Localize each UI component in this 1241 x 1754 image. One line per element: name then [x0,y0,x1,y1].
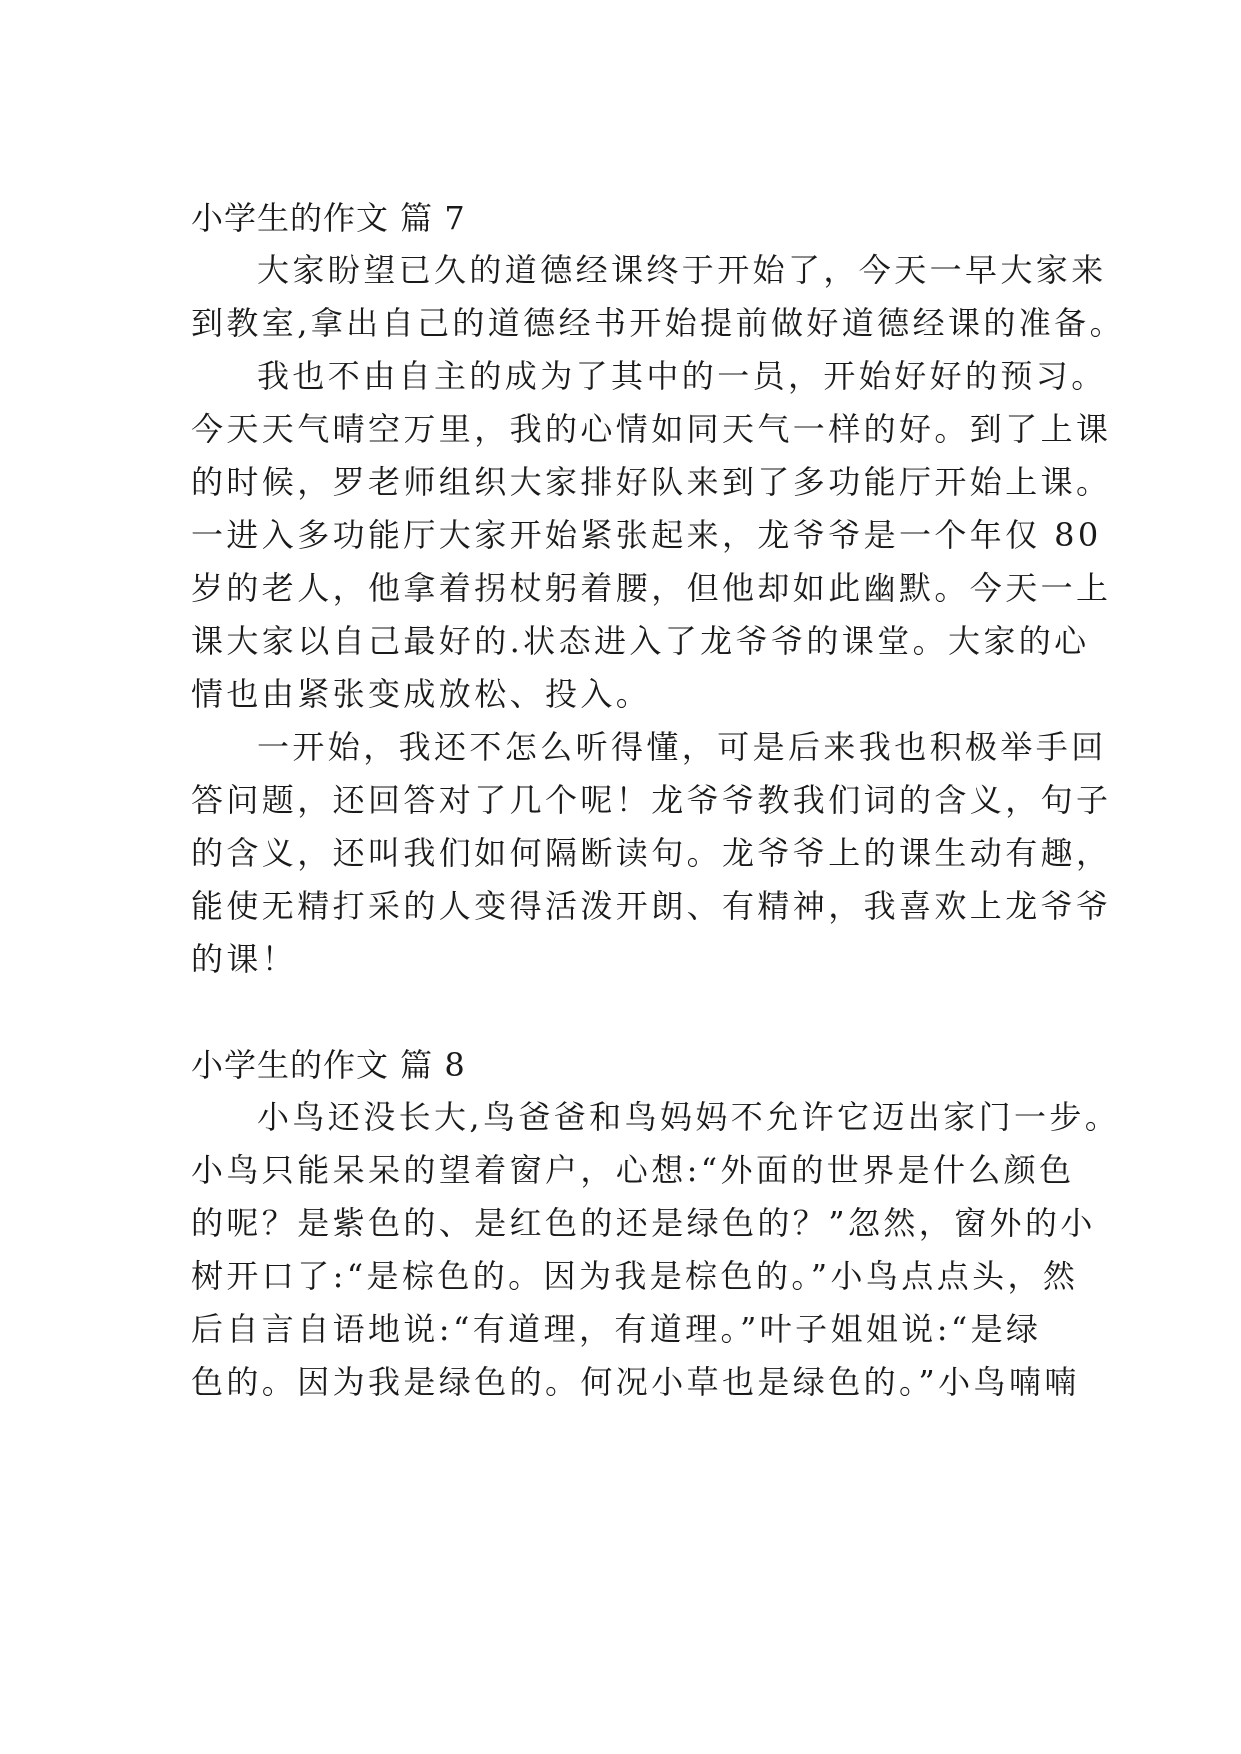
paragraph-line: 大家盼望已久的道德经课终于开始了，今天一早大家来 [257,251,1107,289]
paragraph-line: 的时候，罗老师组织大家排好队来到了多功能厅开始上课。 [191,463,1112,501]
section-8-heading: 小学生的作文 篇 8 [191,1046,466,1084]
section-7-heading: 小学生的作文 篇 7 [191,199,466,237]
paragraph-line: 情也由紧张变成放松、投入。 [191,675,652,713]
paragraph-line: 小鸟还没长大,鸟爸爸和鸟妈妈不允许它迈出家门一步。 [257,1098,1121,1136]
paragraph-line: 一开始，我还不怎么听得懂，可是后来我也积极举手回 [257,728,1107,766]
paragraph-line: 的课！ [191,940,298,978]
paragraph-line: 一进入多功能厅大家开始紧张起来，龙爷爷是一个年仅 80 [191,516,1102,554]
paragraph-line: 课大家以自己最好的.状态进入了龙爷爷的课堂。大家的心 [191,622,1090,660]
paragraph-line: 今天天气晴空万里，我的心情如同天气一样的好。到了上课 [191,410,1112,448]
paragraph-line: 答问题，还回答对了几个呢！龙爷爷教我们词的含义，句子 [191,781,1112,819]
paragraph-line: 的含义，还叫我们如何隔断读句。龙爷爷上的课生动有趣， [191,834,1112,872]
paragraph-line: 树开口了:“是棕色的。因为我是棕色的。”小鸟点点头，然 [191,1257,1079,1295]
paragraph-line: 能使无精打采的人变得活泼开朗、有精神，我喜欢上龙爷爷 [191,887,1112,925]
paragraph-line: 色的。因为我是绿色的。何况小草也是绿色的。”小鸟喃喃 [191,1363,1080,1401]
paragraph-line: 到教室,拿出自己的道德经书开始提前做好道德经课的准备。 [191,304,1125,342]
paragraph-line: 岁的老人，他拿着拐杖躬着腰，但他却如此幽默。今天一上 [191,569,1112,607]
paragraph-line: 后自言自语地说:“有道理，有道理。”叶子姐姐说:“是绿 [191,1310,1042,1348]
paragraph-line: 我也不由自主的成为了其中的一员，开始好好的预习。 [257,357,1107,395]
paragraph-line: 小鸟只能呆呆的望着窗户，心想:“外面的世界是什么颜色 [191,1151,1075,1189]
paragraph-line: 的呢？是紫色的、是红色的还是绿色的？”忽然，窗外的小 [191,1204,1096,1242]
